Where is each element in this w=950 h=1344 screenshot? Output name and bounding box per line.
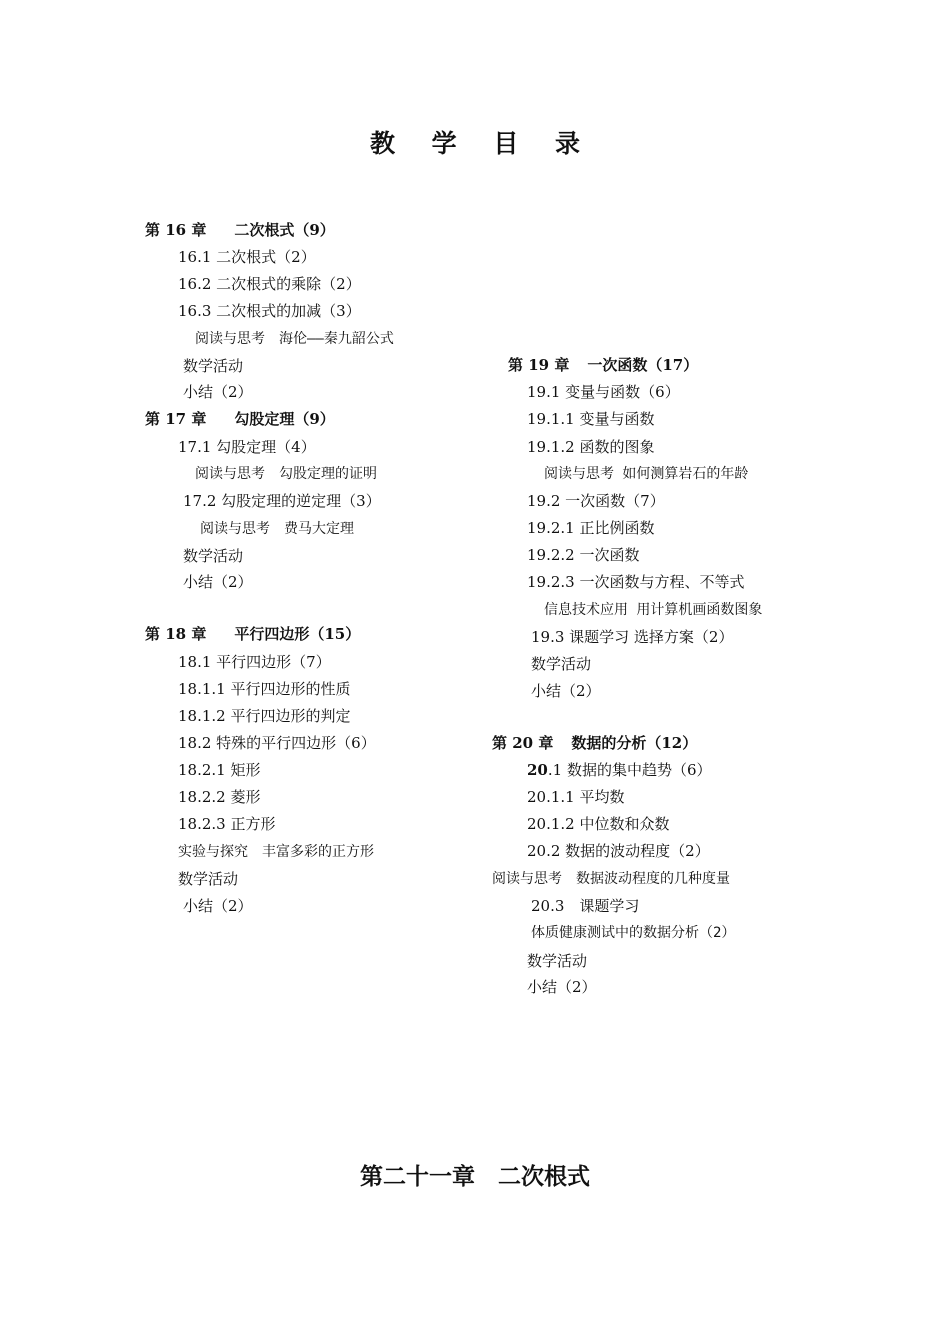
chapter-number: 第 17 章 (145, 410, 207, 428)
chapter-21-title: 第二十一章 二次根式 (360, 1164, 590, 1190)
toc-item: 实验与探究 丰富多彩的正方形 (178, 844, 374, 860)
chapter-number: 第 18 章 (145, 625, 207, 643)
toc-item: 20.2 数据的波动程度（2） (527, 842, 710, 860)
chapter-19-heading (508, 355, 698, 375)
toc-item: 小结（2） (527, 978, 597, 996)
toc-item: 阅读与思考 勾股定理的证明 (195, 466, 377, 482)
toc-item: 19.3 课题学习 选择方案（2） (531, 628, 734, 646)
toc-item: 数学活动 (183, 357, 244, 375)
toc-item: 19.2.1 正比例函数 (527, 519, 655, 537)
toc-item: 16.2 二次根式的乘除（2） (178, 275, 361, 293)
toc-item: 数学活动 (178, 870, 239, 888)
toc-item: 17.1 勾股定理（4） (178, 438, 316, 456)
chapter-number: 第 20 章 (492, 734, 554, 752)
toc-item: 20.3 课题学习 (531, 897, 640, 915)
toc-item: 阅读与思考 数据波动程度的几种度量 (492, 871, 730, 887)
chapter-number: 第 19 章 (508, 356, 570, 374)
chapter-16-heading (145, 220, 335, 240)
toc-item: 小结（2） (183, 383, 253, 401)
toc-item: 数学活动 (531, 655, 592, 673)
toc-item: 18.1.1 平行四边形的性质 (178, 680, 351, 698)
toc-item: 18.2.1 矩形 (178, 761, 261, 779)
toc-item: 18.1 平行四边形（7） (178, 653, 331, 671)
section-text: .1 数据的集中趋势（6） (547, 761, 712, 779)
chapter-name: 平行四边形（15） (234, 625, 361, 643)
chapter-name: 数据的分析（12） (571, 734, 698, 752)
toc-item: 18.1.2 平行四边形的判定 (178, 707, 351, 725)
chapter-number: 第 16 章 (145, 221, 207, 239)
toc-item (527, 760, 712, 780)
toc-item: 18.2.2 菱形 (178, 788, 261, 806)
toc-item: 信息技术应用 用计算机画函数图象 (544, 602, 763, 618)
chapter-name: 勾股定理（9） (234, 410, 335, 428)
toc-item: 小结（2） (183, 897, 253, 915)
toc-item: 阅读与思考 海伦——秦九韶公式 (195, 331, 394, 347)
toc-item: 18.2.3 正方形 (178, 815, 276, 833)
toc-item: 20.1.2 中位数和众数 (527, 815, 670, 833)
toc-item: 小结（2） (531, 682, 601, 700)
toc-item: 18.2 特殊的平行四边形（6） (178, 734, 376, 752)
toc-item: 19.1.2 函数的图象 (527, 438, 655, 456)
toc-item: 数学活动 (183, 547, 244, 565)
toc-item: 16.3 二次根式的加减（3） (178, 302, 361, 320)
toc-item: 小结（2） (183, 573, 253, 591)
chapter-name: 一次函数（17） (587, 356, 699, 374)
toc-item: 体质健康测试中的数据分析（2） (531, 925, 736, 941)
chapter-20-heading (492, 733, 697, 753)
page-title: 教 学 目 录 (369, 129, 595, 158)
toc-item: 19.2.2 一次函数 (527, 546, 640, 564)
chapter-18-heading (145, 624, 360, 644)
toc-item: 阅读与思考 如何测算岩石的年龄 (544, 466, 749, 482)
toc-item: 17.2 勾股定理的逆定理（3） (183, 492, 381, 510)
toc-item: 20.1.1 平均数 (527, 788, 625, 806)
toc-item: 19.1.1 变量与函数 (527, 410, 655, 428)
toc-item: 阅读与思考 费马大定理 (200, 521, 354, 537)
toc-item: 数学活动 (527, 952, 588, 970)
toc-item: 16.1 二次根式（2） (178, 248, 316, 266)
toc-item: 19.2 一次函数（7） (527, 492, 665, 510)
chapter-name: 二次根式（9） (234, 221, 335, 239)
toc-item: 19.1 变量与函数（6） (527, 383, 680, 401)
section-number-bold: 20 (527, 761, 548, 779)
toc-item: 19.2.3 一次函数与方程、不等式 (527, 573, 745, 591)
chapter-17-heading (145, 409, 335, 429)
